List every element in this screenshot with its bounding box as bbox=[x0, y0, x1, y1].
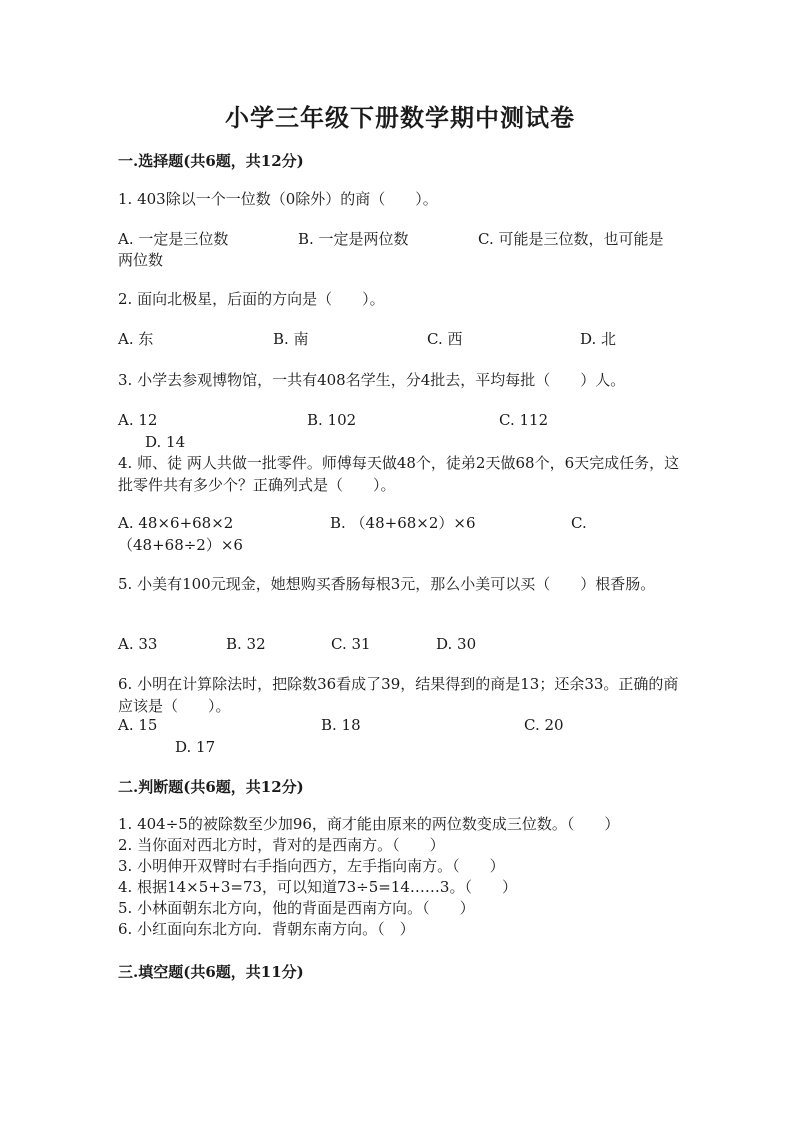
option: C. 20 bbox=[524, 716, 564, 734]
option: B. 102 bbox=[307, 411, 357, 429]
section-heading-judge: 二.判断题(共6题，共12分) bbox=[118, 778, 304, 796]
judge-item: 4. 根据14×5+3=73，可以知道73÷5=14……3。（ ） bbox=[118, 878, 517, 896]
option: B. 18 bbox=[321, 716, 361, 734]
option: B. 南 bbox=[273, 330, 309, 348]
option: C. bbox=[571, 514, 587, 532]
option: B. 一定是两位数 bbox=[298, 230, 409, 248]
option-continued: （48+68÷2）×6 bbox=[118, 536, 243, 554]
option: A. 33 bbox=[118, 635, 158, 653]
question-stem: 3. 小学去参观博物馆，一共有408名学生，分4批去，平均每批（ ）人。 bbox=[118, 371, 626, 389]
option: C. 西 bbox=[427, 330, 463, 348]
question-stem: 2. 面向北极星，后面的方向是（ ）。 bbox=[118, 290, 385, 308]
page-title: 小学三年级下册数学期中测试卷 bbox=[225, 103, 575, 132]
question-stem: 6. 小明在计算除法时，把除数36看成了39，结果得到的商是13；还余33。正确的商应该是（ ）。 bbox=[118, 675, 679, 715]
question-stem: 5. 小美有100元现金，她想购买香肠每根3元，那么小美可以买（ ）根香肠。 bbox=[118, 575, 656, 593]
section-heading-choice: 一.选择题(共6题，共12分) bbox=[118, 152, 304, 170]
judge-item: 6. 小红面向东北方向．背朝东南方向。（ ） bbox=[118, 920, 415, 938]
section-heading-fill: 三.填空题(共6题，共11分) bbox=[118, 963, 304, 981]
option: A. 15 bbox=[118, 716, 158, 734]
option: A. 48×6+68×2 bbox=[118, 514, 234, 532]
judge-item: 1. 404÷5的被除数至少加96，商才能由原来的两位数变成三位数。（ ） bbox=[118, 815, 620, 833]
judge-item: 5. 小林面朝东北方向，他的背面是西南方向。（ ） bbox=[118, 899, 475, 917]
option: D. 北 bbox=[580, 330, 617, 348]
judge-item: 3. 小明伸开双臂时右手指向西方，左手指向南方。（ ） bbox=[118, 857, 505, 875]
question-stem: 4. 师、徒 两人共做一批零件。师傅每天做48个，徒弟2天做68个，6天完成任务，这批零件共有多少个？正确列式是（ ）。 bbox=[118, 454, 680, 494]
question-stem: 1. 403除以一个一位数（0除外）的商（ ）。 bbox=[118, 190, 438, 208]
option: B. 32 bbox=[226, 635, 266, 653]
option: C. 31 bbox=[331, 635, 371, 653]
option: A. 12 bbox=[118, 411, 158, 429]
option: B. （48+68×2）×6 bbox=[330, 514, 476, 532]
option: D. 30 bbox=[436, 635, 477, 653]
option-continued: 两位数 bbox=[118, 251, 164, 269]
option: A. 一定是三位数 bbox=[118, 230, 229, 248]
option: C. 112 bbox=[499, 411, 549, 429]
option: D. 14 bbox=[145, 433, 186, 451]
option: D. 17 bbox=[175, 738, 216, 756]
judge-item: 2. 当你面对西北方时，背对的是西南方。（ ） bbox=[118, 836, 445, 854]
option: C. 可能是三位数，也可能是 bbox=[478, 230, 664, 248]
option: A. 东 bbox=[118, 330, 154, 348]
